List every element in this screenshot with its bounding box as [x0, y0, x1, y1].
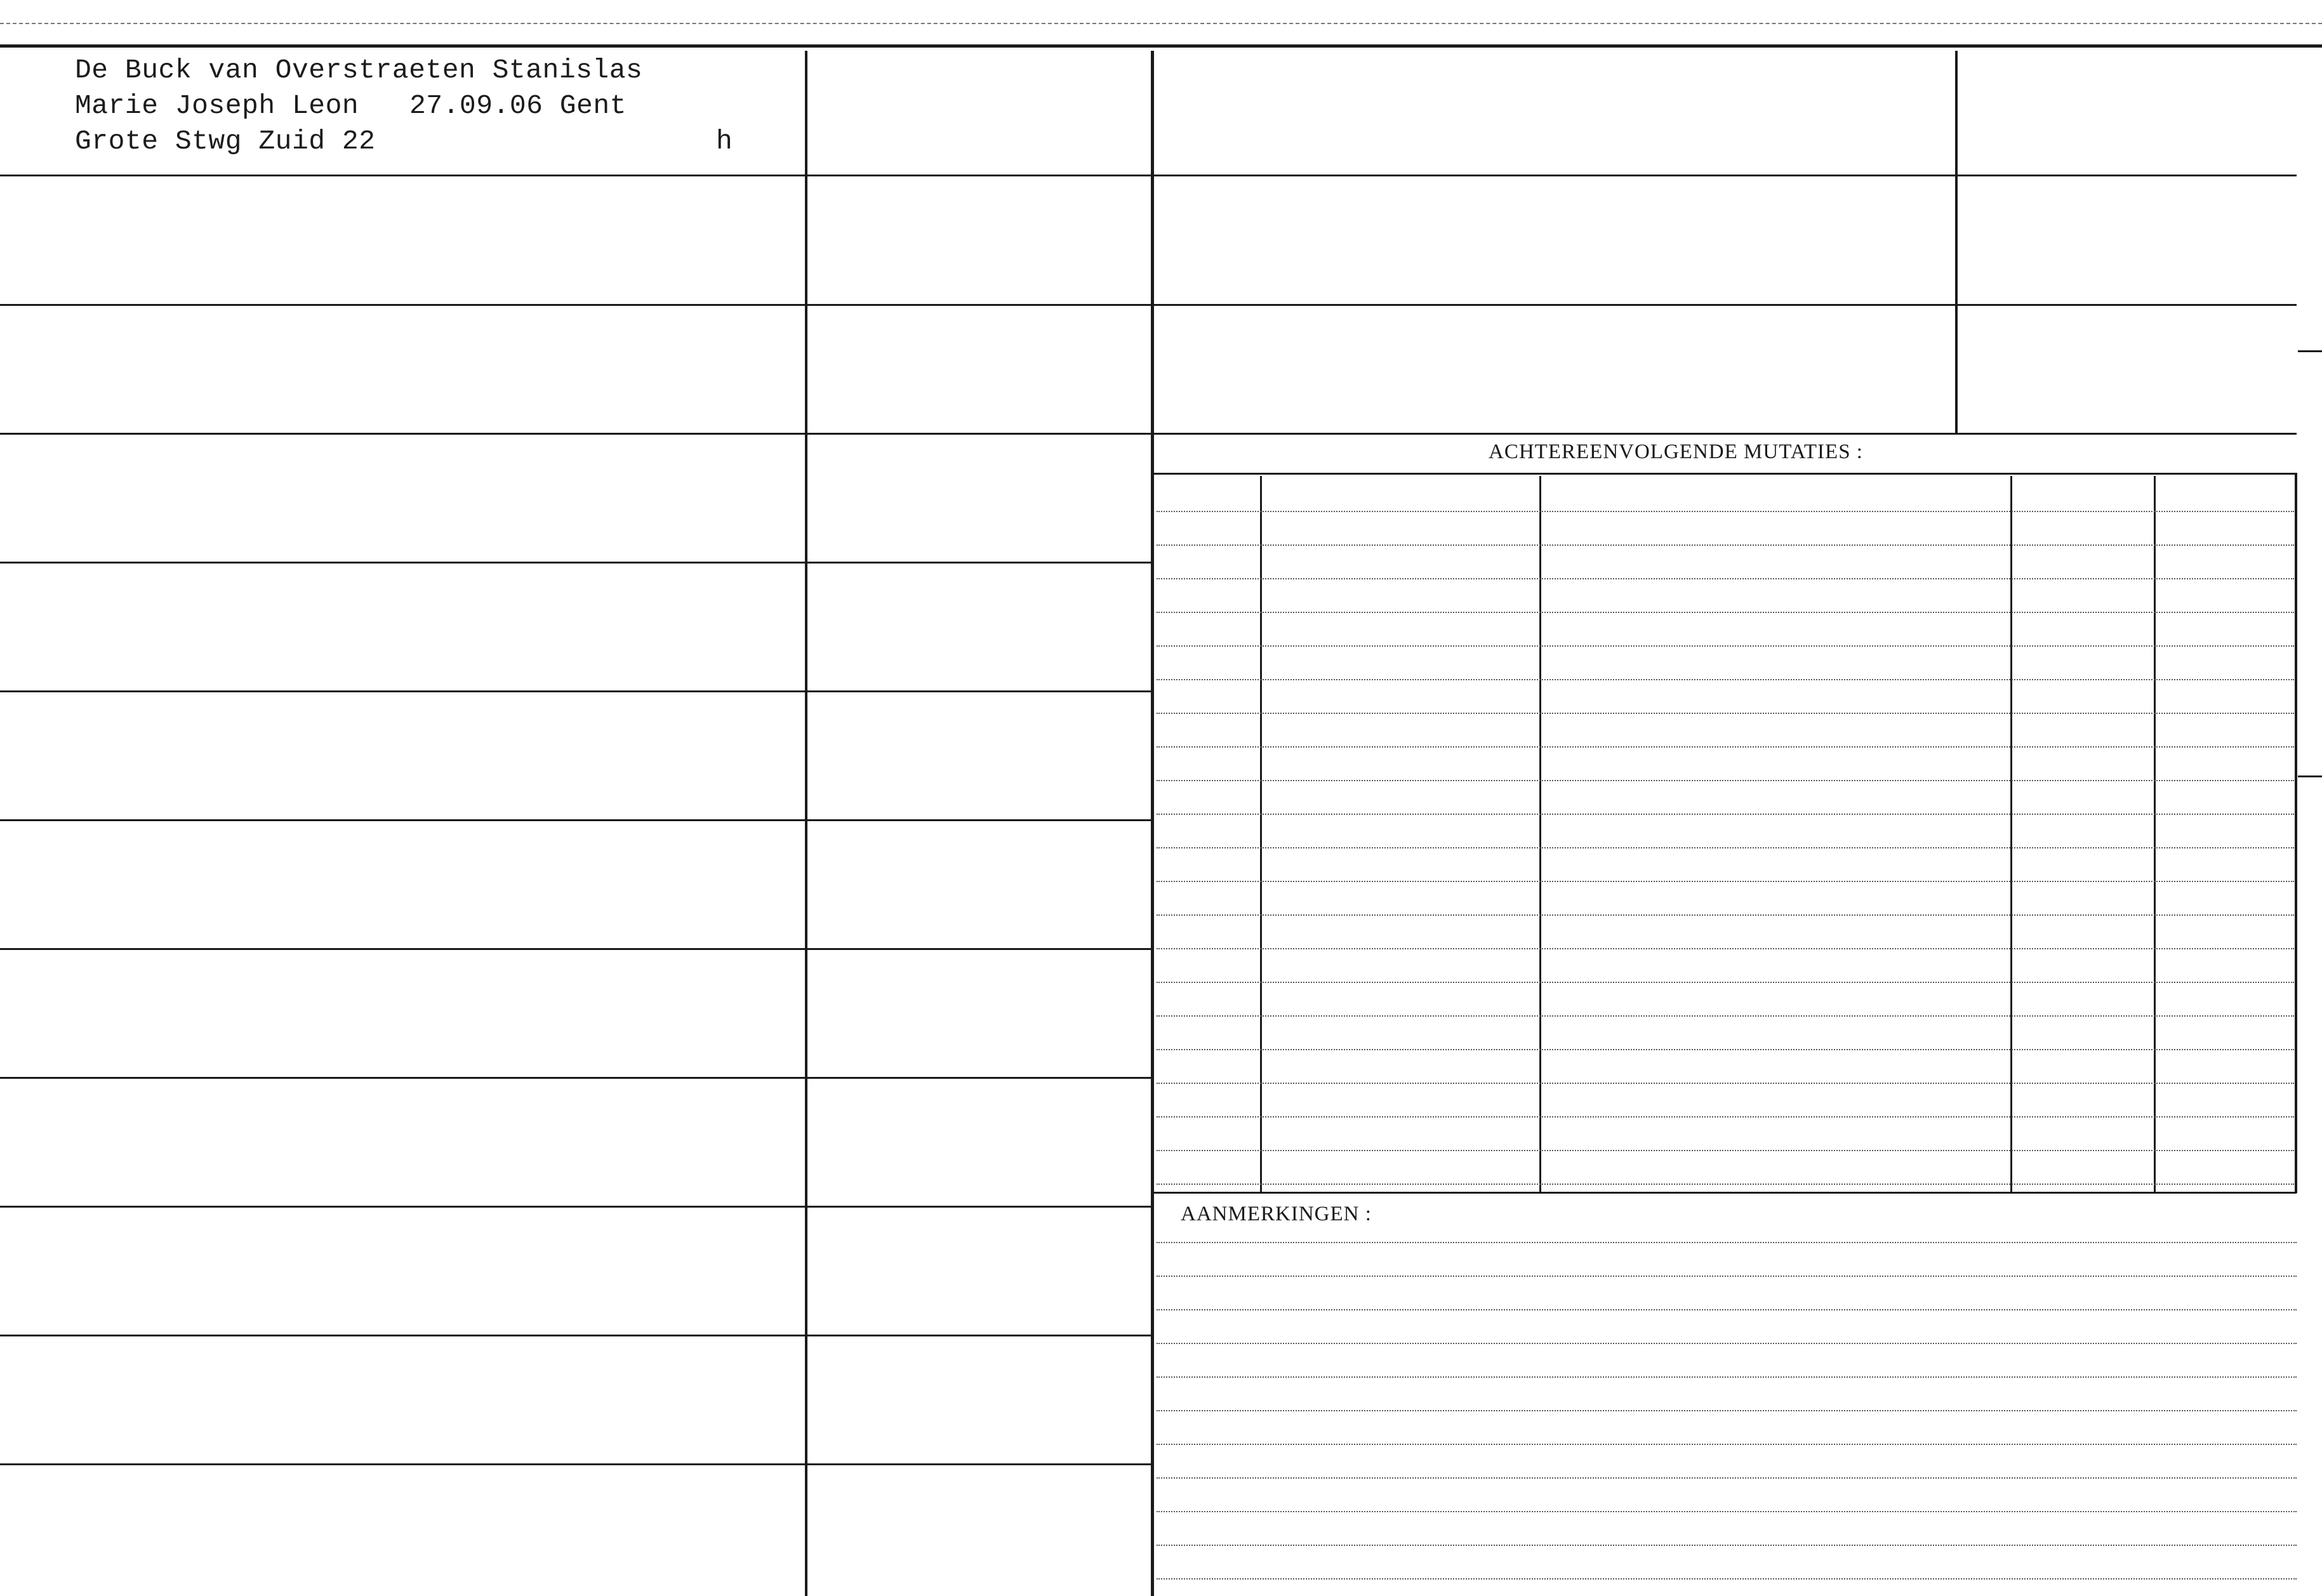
- remark-line: [1157, 1242, 2297, 1243]
- mutation-row-line: [1157, 544, 2294, 546]
- row-line: [0, 562, 1154, 564]
- remark-line: [1157, 1444, 2297, 1445]
- mutation-row-line: [1157, 612, 2294, 613]
- card-top-border: [0, 44, 2322, 48]
- remarks-heading: AANMERKINGEN :: [1181, 1203, 1372, 1225]
- mutation-row-line: [1157, 679, 2294, 680]
- left-column-divider: [805, 51, 807, 1596]
- mutation-row-line: [1157, 713, 2294, 714]
- mutations-right-border: [2295, 473, 2297, 1193]
- mutation-row-line: [1157, 780, 2294, 781]
- mutation-row-line: [1157, 881, 2294, 882]
- record-marker: h: [716, 126, 733, 157]
- row-line: [1154, 175, 2297, 176]
- row-line: [0, 690, 1154, 692]
- remark-line: [1157, 1276, 2297, 1277]
- record-name: De Buck van Overstraeten Stanislas: [75, 55, 643, 86]
- mutation-row-line: [1157, 847, 2294, 848]
- mutation-row-line: [1157, 948, 2294, 949]
- row-line: [1154, 304, 2297, 306]
- remark-line: [1157, 1309, 2297, 1310]
- row-line: [0, 175, 1154, 176]
- remark-line: [1157, 1410, 2297, 1411]
- remark-line: [1157, 1545, 2297, 1546]
- remark-line: [1157, 1376, 2297, 1378]
- mutation-row-line: [1157, 578, 2294, 579]
- mutation-row-line: [1157, 746, 2294, 748]
- mutation-row-line: [1157, 1150, 2294, 1151]
- mutations-heading: ACHTEREENVOLGENDE MUTATIES :: [1489, 440, 1863, 463]
- middle-column-divider: [1151, 51, 1154, 1596]
- record-given-names: Marie Joseph Leon: [75, 90, 359, 121]
- mutations-col-divider: [2010, 476, 2012, 1192]
- row-line: [0, 819, 1154, 821]
- record-birth: 27.09.06 Gent: [409, 90, 627, 121]
- remark-line: [1157, 1511, 2297, 1512]
- mutations-col-divider: [1539, 476, 1541, 1192]
- mutation-row-line: [1157, 1184, 2294, 1185]
- edge-tick: [2298, 775, 2322, 777]
- row-line: [0, 1206, 1154, 1208]
- mutation-row-line: [1157, 1049, 2294, 1050]
- mutations-top-border: [1154, 473, 2297, 475]
- right-column-divider: [1955, 51, 1958, 433]
- card-top-edge: [0, 23, 2322, 24]
- row-line: [0, 433, 1154, 435]
- mutation-row-line: [1157, 1083, 2294, 1084]
- remark-line: [1157, 1578, 2297, 1580]
- mutation-row-line: [1157, 511, 2294, 512]
- row-line: [1154, 433, 2297, 435]
- mutation-row-line: [1157, 1015, 2294, 1017]
- remark-line: [1157, 1343, 2297, 1344]
- mutation-row-line: [1157, 645, 2294, 647]
- remark-line: [1157, 1477, 2297, 1479]
- mutation-row-line: [1157, 982, 2294, 983]
- mutations-col-divider: [2154, 476, 2156, 1192]
- mutation-row-line: [1157, 814, 2294, 815]
- row-line: [0, 1077, 1154, 1079]
- row-line: [0, 948, 1154, 950]
- edge-tick: [2298, 350, 2322, 352]
- mutations-bottom-border: [1154, 1192, 2297, 1194]
- mutations-col-divider: [1260, 476, 1262, 1192]
- mutation-row-line: [1157, 1116, 2294, 1118]
- row-line: [0, 1463, 1154, 1465]
- record-address: Grote Stwg Zuid 22: [75, 126, 376, 157]
- row-line: [0, 304, 1154, 306]
- row-line: [0, 1335, 1154, 1336]
- mutation-row-line: [1157, 914, 2294, 916]
